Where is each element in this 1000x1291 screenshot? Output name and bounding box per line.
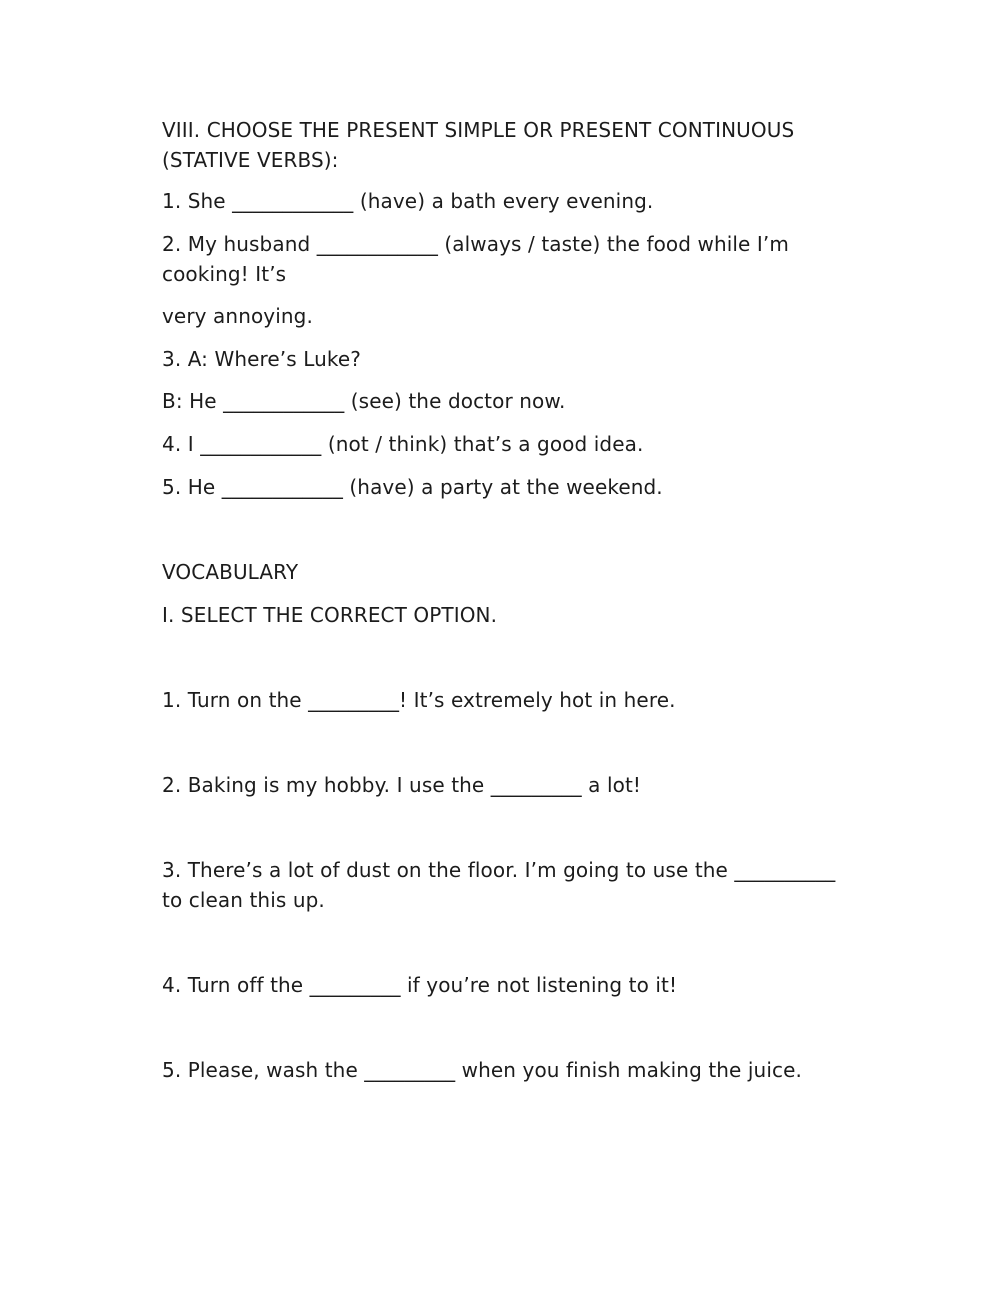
grammar-item-5: 5. He ____________ (have) a party at the weekend. [162, 475, 663, 499]
grammar-item-1: 1. She ____________ (have) a bath every evening. [162, 189, 654, 213]
grammar-item-2-continued: very annoying. [162, 304, 313, 328]
grammar-item-3-question: 3. A: Where’s Luke? [162, 347, 361, 371]
grammar-item-4: 4. I ____________ (not / think) that’s a good idea. [162, 432, 644, 456]
vocabulary-item-1: 1. Turn on the _________! It’s extremely hot in here. [162, 688, 676, 712]
grammar-item-2: 2. My husband ____________ (always / taste) the food while I’m cooking! It’s [162, 232, 789, 286]
grammar-section-heading: VIII. CHOOSE THE PRESENT SIMPLE OR PRESENT CONTINUOUS (STATIVE VERBS): [162, 118, 795, 172]
vocabulary-item-4: 4. Turn off the _________ if you’re not listening to it! [162, 973, 678, 997]
vocabulary-instruction: I. SELECT THE CORRECT OPTION. [162, 603, 498, 627]
vocabulary-item-2: 2. Baking is my hobby. I use the _________ a lot! [162, 773, 642, 797]
grammar-item-3-answer: B: He ____________ (see) the doctor now. [162, 389, 566, 413]
vocabulary-title: VOCABULARY [162, 560, 299, 584]
vocabulary-item-3: 3. There’s a lot of dust on the floor. I’m going to use the __________ to clean this up. [162, 858, 836, 912]
vocabulary-item-5: 5. Please, wash the _________ when you finish making the juice. [162, 1058, 802, 1082]
